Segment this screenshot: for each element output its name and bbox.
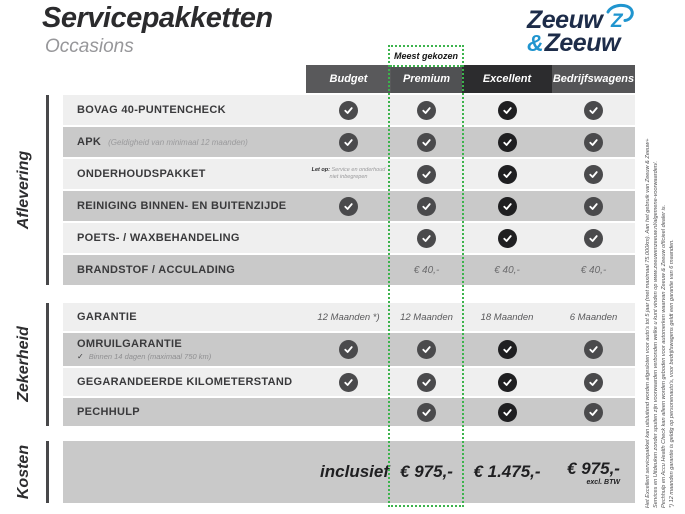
logo-word-2: Zeeuw [544, 29, 620, 57]
table-row-poets-wax [63, 223, 635, 253]
table-row-brandstof [63, 255, 635, 285]
disclaimer-line: Pechhulp en Accu Health Check kan alleen worden geboden voor automerken waarvan Zeeuw & Zeeuw officieel dealer is. [661, 204, 667, 508]
check-icon [339, 133, 358, 152]
check-icon [498, 229, 517, 248]
budget-note-lead: Let op: [311, 166, 330, 173]
table-row-garantie [63, 303, 635, 331]
page-title: Servicepakketten [42, 2, 273, 34]
check-icon [339, 197, 358, 216]
row-sublabel: (Geldigheid van minimaal 12 maanden) [108, 137, 248, 147]
warranty-value: 12 Maanden *) [317, 311, 380, 323]
check-icon [417, 373, 436, 392]
logo-ampersand: & [527, 30, 544, 56]
row-label: GARANTIE [77, 311, 137, 323]
included-label: inclusief [320, 462, 389, 481]
check-icon [498, 165, 517, 184]
section-label-kosten: Kosten [15, 444, 32, 500]
check-icon [339, 373, 358, 392]
check-icon [584, 133, 603, 152]
check-icon [584, 229, 603, 248]
check-icon [417, 133, 436, 152]
check-icon [498, 197, 517, 216]
check-icon [498, 403, 517, 422]
column-header-budget: Budget [306, 65, 391, 93]
row-label: PECHHULP [77, 406, 140, 418]
disclaimer-line: Services en Uitdeuken zonder spuiten zijn voorwaarden verbonden welke u kunt vinden op www.zeeuwenzeeuw.nl/algemene-voorwaarden/. [652, 160, 659, 508]
check-icon [417, 340, 436, 359]
row-label: BRANDSTOF / ACCULADING [77, 264, 236, 276]
row-label: GEGARANDEERDE KILOMETERSTAND [77, 376, 293, 388]
disclaimer-line: *) 12 maanden garantie is geldig op personenauto's, voor bedrijfswagens geldt een garantie van 6 maanden. [669, 239, 676, 508]
total-price-excellent: € 1.475,- [473, 462, 541, 481]
table-row-kilometerstand [63, 368, 635, 396]
table-row-pechhulp [63, 398, 635, 426]
check-icon [584, 101, 603, 120]
check-icon [584, 403, 603, 422]
check-icon [498, 133, 517, 152]
check-icon [417, 229, 436, 248]
check-icon [339, 101, 358, 120]
row-label: REINIGING BINNEN- EN BUITENZIJDE [77, 200, 287, 212]
check-icon [339, 340, 358, 359]
check-icon [584, 373, 603, 392]
price-value: € 40,- [413, 264, 440, 276]
table-row-onderhoudspakket [63, 159, 635, 189]
totals-row [63, 441, 635, 503]
total-price-bedrijfswagens: € 975,- [567, 458, 620, 478]
table-row-omruilgarantie [63, 333, 635, 366]
row-label: APK [77, 136, 102, 148]
svg-text:Z: Z [611, 11, 623, 31]
logo-line-2 [527, 31, 634, 56]
table-row-apk [63, 127, 635, 157]
section-bar-aflevering [46, 95, 49, 285]
column-header-premium: Premium [391, 65, 462, 93]
page-subtitle: Occasions [45, 36, 134, 57]
warranty-value: 6 Maanden [569, 311, 618, 323]
check-icon [584, 340, 603, 359]
most-chosen-badge: Meest gekozen [390, 47, 462, 67]
section-label-zekerheid: Zekerheid [15, 326, 32, 402]
check-icon [584, 197, 603, 216]
row-sublabel: Binnen 14 dagen (maximaal 750 km) [88, 352, 212, 361]
check-icon [417, 197, 436, 216]
logo-word-1: Zeeuw [527, 6, 603, 34]
row-label: BOVAG 40-PUNTENCHECK [77, 104, 226, 116]
disclaimer-line: Het Excellent servicepakket kan uitsluitend worden afgesloten voor auto's tot 5 jaar (met maximaal 75.000km). Aan het gebruik van Zeeuw & Zeeuw+ [644, 138, 651, 508]
price-value: € 40,- [580, 264, 607, 276]
price-value: € 40,- [494, 264, 520, 276]
vat-note: excl. BTW [586, 478, 620, 486]
total-price-premium: € 975,- [400, 462, 453, 481]
section-label-aflevering: Aflevering [15, 150, 32, 230]
budget-note-text: Service en onderhoud niet inbegrepen [329, 166, 386, 180]
legal-disclaimer [644, 6, 676, 508]
package-columns-header [306, 65, 635, 93]
warranty-value: 12 Maanden [400, 311, 453, 323]
warranty-value: 18 Maanden [480, 311, 534, 323]
check-icon [584, 165, 603, 184]
section-bar-kosten [46, 441, 49, 503]
zeeuw-en-zeeuw-logo [527, 6, 634, 56]
check-icon [417, 165, 436, 184]
column-header-bedrijfswagens: Bedrijfswagens [552, 65, 635, 93]
section-bar-zekerheid [46, 303, 49, 426]
column-header-excellent: Excellent [462, 65, 552, 93]
check-icon [498, 373, 517, 392]
row-label: POETS- / WAXBEHANDELING [77, 232, 240, 244]
row-label: ONDERHOUDSPAKKET [77, 168, 206, 180]
check-icon [417, 101, 436, 120]
small-check-icon: ✓ [77, 351, 84, 361]
table-row-bovag [63, 95, 635, 125]
row-label: OMRUILGARANTIE [77, 338, 183, 350]
check-icon [498, 340, 517, 359]
table-row-reiniging [63, 191, 635, 221]
budget-note [309, 167, 389, 182]
check-icon [498, 101, 517, 120]
check-icon [417, 403, 436, 422]
